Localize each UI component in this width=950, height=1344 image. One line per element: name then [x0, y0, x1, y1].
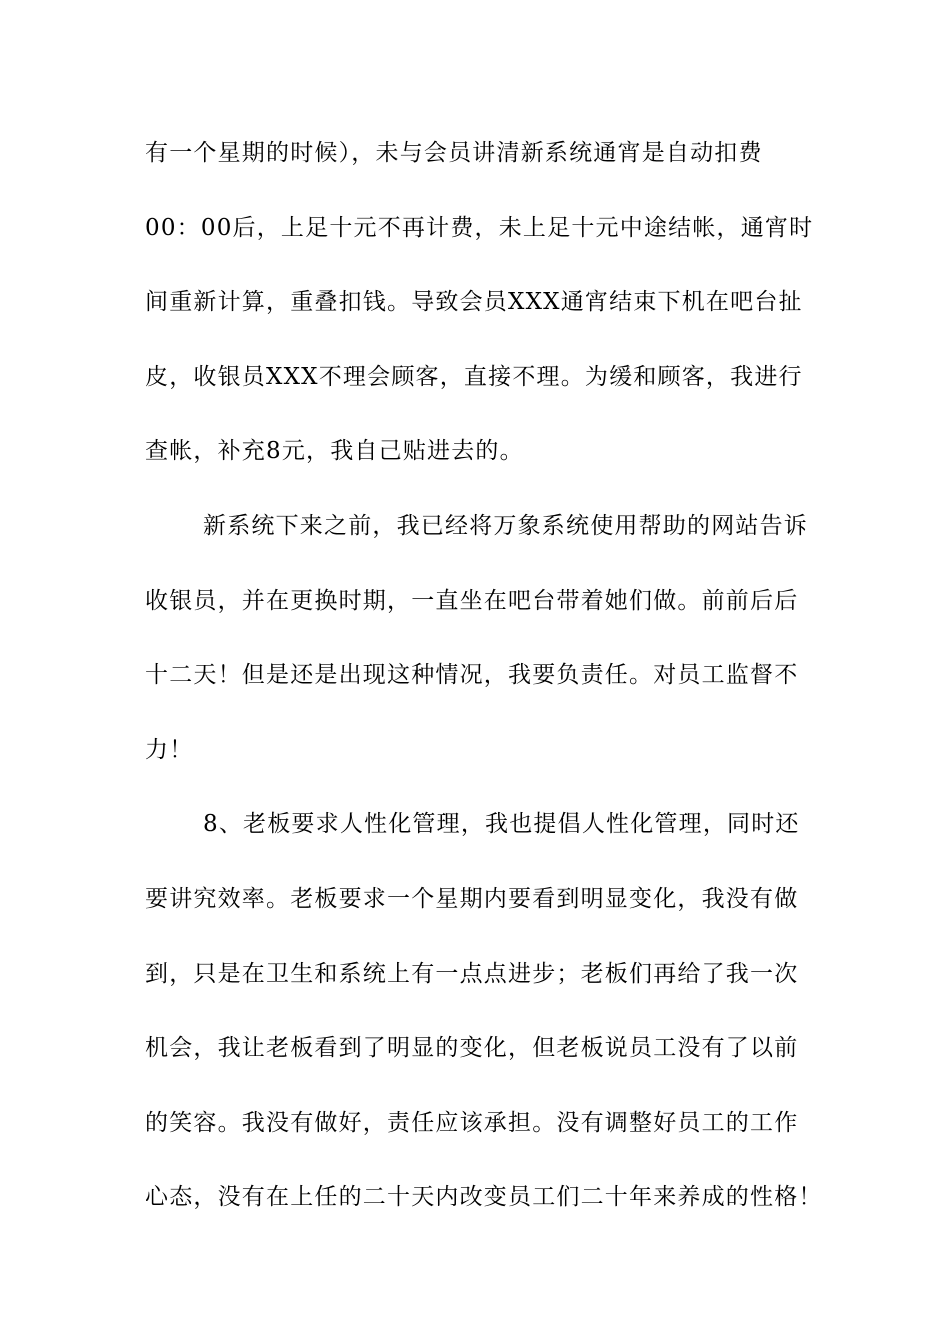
- text-line: 要讲究效率。老板要求一个星期内要看到明显变化，我没有做: [145, 885, 799, 912]
- text-line: 力！: [145, 736, 194, 763]
- text-line: 十二天！但是还是出现这种情况，我要负责任。对员工监督不: [145, 662, 799, 689]
- text-line: 到，只是在卫生和系统上有一点点进步；老板们再给了我一次: [145, 960, 799, 987]
- paragraph-first-line: 新系统下来之前，我已经将万象系统使用帮助的网站告诉: [203, 512, 808, 539]
- text-line: 机会，我让老板看到了明显的变化，但老板说员工没有了以前: [145, 1035, 799, 1062]
- text-line: 有一个星期的时候），未与会员讲清新系统通宵是自动扣费: [145, 140, 763, 166]
- text-line: 间重新计算，重叠扣钱。导致会员XXX通宵结束下机在吧台扯: [145, 289, 803, 316]
- text-line: 心态，没有在上任的二十天内改变员工们二十年来养成的性格！: [145, 1184, 823, 1211]
- text-line: 00：00后，上足十元不再计费，未上足十元中途结帐，通宵时: [145, 214, 814, 241]
- text-line: 皮，收银员XXX不理会顾客，直接不理。为缓和顾客，我进行: [145, 363, 803, 390]
- paragraph-first-line: 8、老板要求人性化管理，我也提倡人性化管理，同时还: [203, 811, 800, 838]
- document-body: [145, 128, 835, 1247]
- text-line: 收银员，并在更换时期，一直坐在吧台带着她们做。前前后后: [145, 587, 799, 614]
- text-line: 查帐，补充8元，我自己贴进去的。: [145, 438, 524, 465]
- text-line: 的笑容。我没有做好，责任应该承担。没有调整好员工的工作: [145, 1109, 799, 1136]
